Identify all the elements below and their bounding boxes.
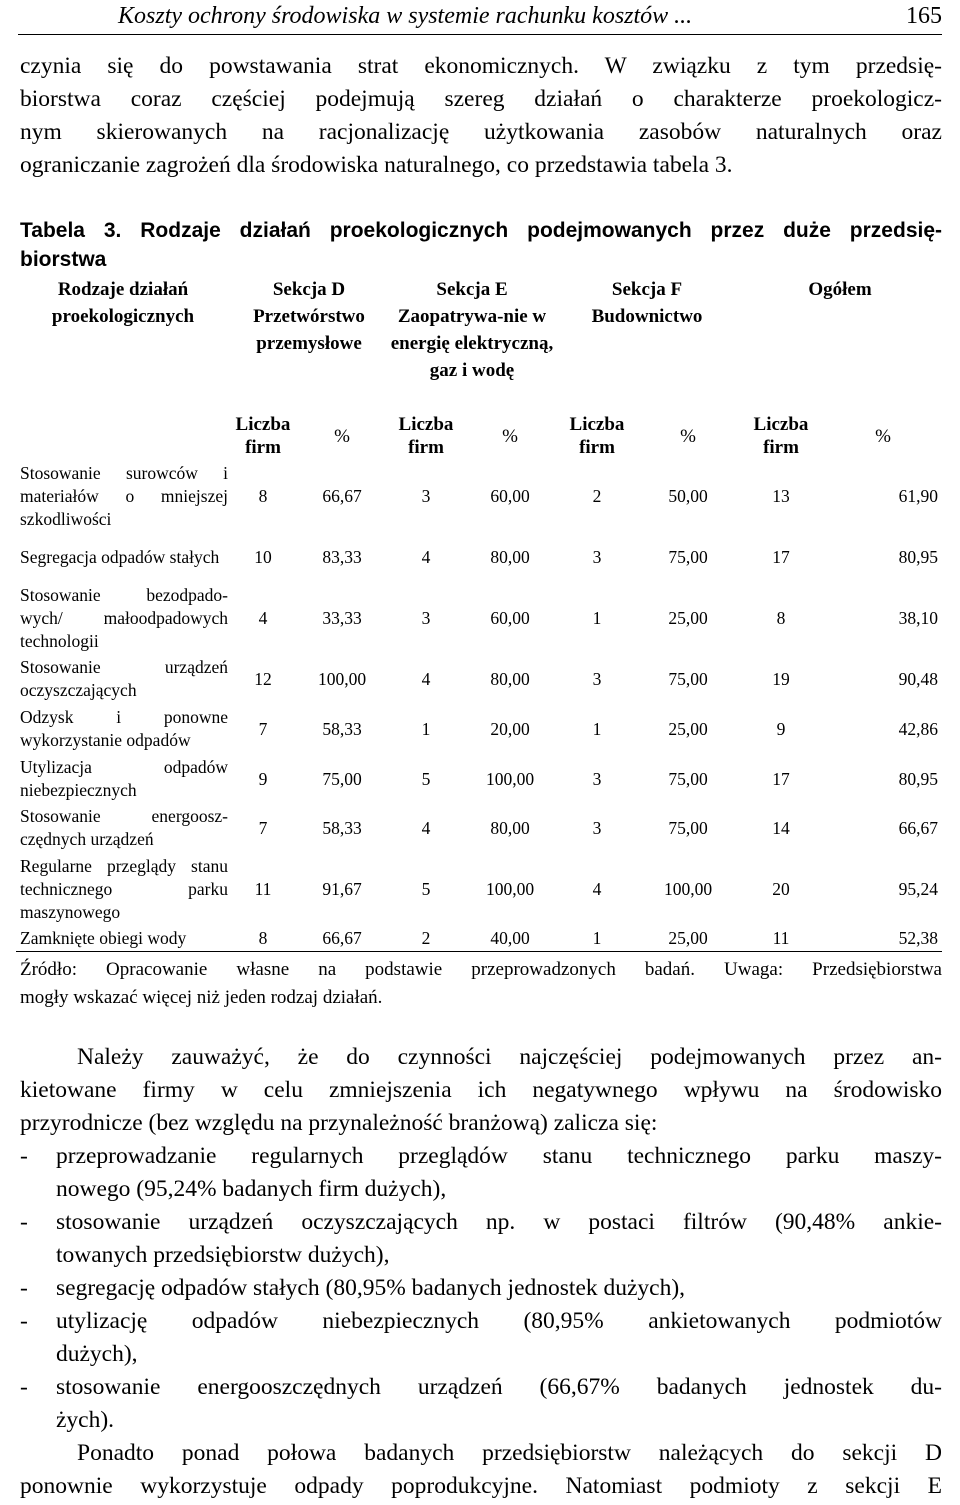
list-dash: - [20, 1143, 28, 1169]
cell-e-count: 4 [421, 546, 431, 567]
cell-d-pct: 58,33 [322, 817, 362, 838]
body-paragraph [20, 1041, 942, 1140]
cell-d-count: 10 [254, 546, 272, 567]
subheader-pct: % [680, 425, 696, 447]
cell-e-pct: 80,00 [490, 817, 530, 838]
col-header-section-e: Sekcja E Zaopatrywa-nie w energię elektryczną, gaz i wodę [390, 279, 554, 381]
table-row [16, 704, 942, 754]
subheader-pct: % [875, 425, 891, 447]
cell-f-pct: 100,00 [663, 878, 713, 899]
cell-total-count: 17 [772, 546, 790, 567]
text-line: przyrodnicze (bez względu na przynależność branżową) zalicza się: [20, 1110, 658, 1136]
cell-d-count: 9 [258, 768, 268, 789]
row-label: Zamknięte obiegi wody [16, 926, 230, 951]
cell-f-pct: 75,00 [668, 546, 708, 567]
cell-f-pct: 25,00 [668, 607, 708, 628]
cell-total-count: 8 [776, 607, 786, 628]
table-row [16, 460, 942, 532]
source-line: Źródło: Opracowanie własne na podstawie przeprowadzonych badań. Uwaga: Przedsiębiorstwa [20, 959, 942, 980]
cell-d-count: 8 [230, 926, 296, 951]
cell-e-pct: 100,00 [485, 878, 535, 899]
cell-f-count: 2 [592, 485, 602, 506]
cell-f-count: 1 [556, 926, 638, 951]
cell-e-count: 3 [421, 485, 431, 506]
table-row [16, 926, 942, 951]
text-line: żych). [56, 1407, 115, 1433]
text-line: stosowanie energooszczędnych urządzeń (66,67% badanych jednostek du- [56, 1374, 942, 1400]
cell-total-pct: 61,90 [898, 485, 939, 506]
cell-e-pct: 60,00 [490, 607, 530, 628]
cell-f-pct: 75,00 [668, 817, 708, 838]
cell-total-count: 9 [776, 718, 786, 739]
running-title: Koszty ochrony środowiska w systemie rachunku kosztów ... [118, 3, 693, 29]
text-line: nym skierowanych na racjonalizację użytkowania zasobów naturalnych oraz [20, 119, 942, 145]
table-title: Rodzaje działań proekologicznych podejmowanych przez duże przedsię- [140, 219, 942, 242]
cell-total-count: 20 [772, 878, 790, 899]
cell-d-pct: 66,67 [322, 485, 362, 506]
text-line: dużych), [56, 1341, 138, 1367]
cell-e-pct: 60,00 [490, 485, 530, 506]
cell-d-count: 7 [258, 718, 268, 739]
row-label: Utylizacja odpadów niebezpiecznych [20, 757, 228, 800]
cell-total-pct: 80,95 [898, 768, 939, 789]
running-header [18, 0, 942, 35]
row-label: Stosowanie urządzeń oczyszczających [20, 657, 228, 700]
cell-e-count: 3 [421, 607, 431, 628]
text-line: nowego (95,24% badanych firm dużych), [56, 1176, 447, 1202]
cell-total-count: 13 [772, 485, 790, 506]
row-label: Stosowanie surowców i materiałów o mniejszej szkodliwości [20, 462, 228, 529]
cell-d-pct: 58,33 [322, 718, 362, 739]
cell-e-count: 4 [421, 817, 431, 838]
text-line: ponownie wykorzystuje odpady poprodukcyjne. Natomiast podmioty z sekcji E [20, 1473, 942, 1499]
cell-f-count: 3 [592, 668, 602, 689]
text-line: kietowane firmy w celu zmniejszenia ich negatywnego wpływu na środowisko [20, 1077, 942, 1103]
cell-d-pct: 91,67 [322, 878, 362, 899]
cell-f-pct: 25,00 [668, 718, 708, 739]
cell-total-pct: 66,67 [898, 817, 939, 838]
table-row [16, 654, 942, 704]
cell-e-pct: 20,00 [490, 718, 530, 739]
cell-e-count: 1 [421, 718, 431, 739]
cell-d-count: 12 [254, 668, 272, 689]
text-line: towanych przedsiębiorstw dużych), [56, 1242, 390, 1268]
cell-f-count: 3 [592, 817, 602, 838]
subheader-pct: % [502, 425, 518, 447]
cell-total-pct: 38,10 [898, 607, 939, 628]
cell-f-count: 1 [592, 607, 602, 628]
text-line: utylizację odpadów niebezpiecznych (80,95% ankietowanych podmiotów [56, 1308, 942, 1334]
table-label: Tabela 3. [20, 219, 122, 242]
table-row [16, 532, 942, 582]
cell-d-pct: 75,00 [322, 768, 362, 789]
text-line: segregację odpadów stałych (80,95% badanych jednostek dużych), [56, 1275, 686, 1301]
cell-total-pct: 52,38 [824, 926, 942, 951]
col-header-section-d: Sekcja D Przetwórstwo przemysłowe [253, 279, 365, 354]
row-label: Odzysk i ponowne wykorzystanie odpadów [20, 707, 228, 750]
text-line: ograniczanie zagrożeń dla środowiska naturalnego, co przedstawia tabela 3. [20, 152, 733, 178]
subheader-count: Liczba firm [753, 414, 809, 458]
cell-total-count: 11 [738, 926, 824, 951]
cell-d-pct: 33,33 [322, 607, 362, 628]
data-table [16, 276, 942, 952]
table-title-cont: biorstwa [20, 248, 107, 271]
cell-f-count: 4 [592, 878, 602, 899]
cell-e-count: 4 [421, 668, 431, 689]
cell-f-pct: 50,00 [668, 485, 708, 506]
table-source-note [20, 956, 942, 1012]
page-number: 165 [906, 3, 942, 29]
text-line: biorstwa coraz częściej podejmują szereg działań o charakterze proekologicz- [20, 86, 942, 112]
cell-e-pct: 80,00 [490, 546, 530, 567]
body-paragraph [20, 1437, 942, 1503]
cell-e-count: 5 [421, 768, 431, 789]
col-header-total: Ogółem [808, 279, 872, 300]
cell-e-pct: 80,00 [490, 668, 530, 689]
text-line: Należy zauważyć, że do czynności najczęściej podejmowanych przez an- [77, 1044, 942, 1070]
row-label: Stosowanie energoosz-czędnych urządzeń [20, 806, 228, 849]
cell-total-count: 19 [772, 668, 790, 689]
table-row [16, 852, 942, 926]
text-line: czynia się do powstawania strat ekonomicznych. W związku z tym przedsię- [20, 53, 942, 79]
cell-d-count: 4 [258, 607, 268, 628]
cell-f-count: 3 [592, 546, 602, 567]
subheader-count: Liczba firm [398, 414, 454, 458]
row-label: Segregacja odpadów stałych [20, 546, 220, 567]
list-dash: - [20, 1308, 28, 1334]
cell-total-count: 17 [772, 768, 790, 789]
cell-total-pct: 42,86 [898, 718, 939, 739]
table-row [16, 804, 942, 852]
list-dash: - [20, 1209, 28, 1235]
subheader-count: Liczba firm [569, 414, 625, 458]
cell-d-pct: 83,33 [322, 546, 362, 567]
row-label: Stosowanie bezodpado-wych/ małoodpadowych technologii [20, 584, 228, 651]
cell-total-pct: 90,48 [898, 668, 939, 689]
cell-d-count: 11 [254, 878, 272, 899]
cell-total-count: 14 [772, 817, 790, 838]
cell-d-count: 7 [258, 817, 268, 838]
cell-d-pct: 66,67 [296, 926, 388, 951]
source-line: mogły wskazać więcej niż jeden rodzaj działań. [20, 987, 383, 1008]
text-line: stosowanie urządzeń oczyszczających np. w postaci filtrów (90,48% ankie- [56, 1209, 942, 1235]
subheader-pct: % [334, 425, 350, 447]
table-row [16, 754, 942, 804]
table-caption [20, 216, 942, 274]
cell-f-count: 3 [592, 768, 602, 789]
cell-d-pct: 100,00 [317, 668, 367, 689]
col-header-section-f: Sekcja F Budownictwo [591, 279, 703, 327]
cell-f-pct: 25,00 [638, 926, 738, 951]
list-dash: - [20, 1275, 28, 1301]
cell-e-count: 5 [421, 878, 431, 899]
list-dash: - [20, 1374, 28, 1400]
cell-total-pct: 80,95 [898, 546, 939, 567]
cell-d-count: 8 [258, 485, 268, 506]
row-label: Regularne przeglądy stanu technicznego parku maszynowego [20, 855, 228, 922]
cell-f-pct: 75,00 [668, 768, 708, 789]
table-row [16, 582, 942, 654]
cell-e-count: 2 [388, 926, 464, 951]
col-header-activity: Rodzaje działań proekologicznych [51, 279, 195, 327]
text-line: Ponadto ponad połowa badanych przedsiębiorstw należących do sekcji D [77, 1440, 942, 1466]
cell-total-pct: 95,24 [898, 878, 939, 899]
intro-paragraph [20, 50, 942, 182]
text-line: przeprowadzanie regularnych przeglądów stanu technicznego parku maszy- [56, 1143, 942, 1169]
cell-e-pct: 100,00 [485, 768, 535, 789]
cell-f-pct: 75,00 [668, 668, 708, 689]
cell-f-count: 1 [592, 718, 602, 739]
cell-e-pct: 40,00 [464, 926, 556, 951]
subheader-count: Liczba firm [235, 414, 291, 458]
